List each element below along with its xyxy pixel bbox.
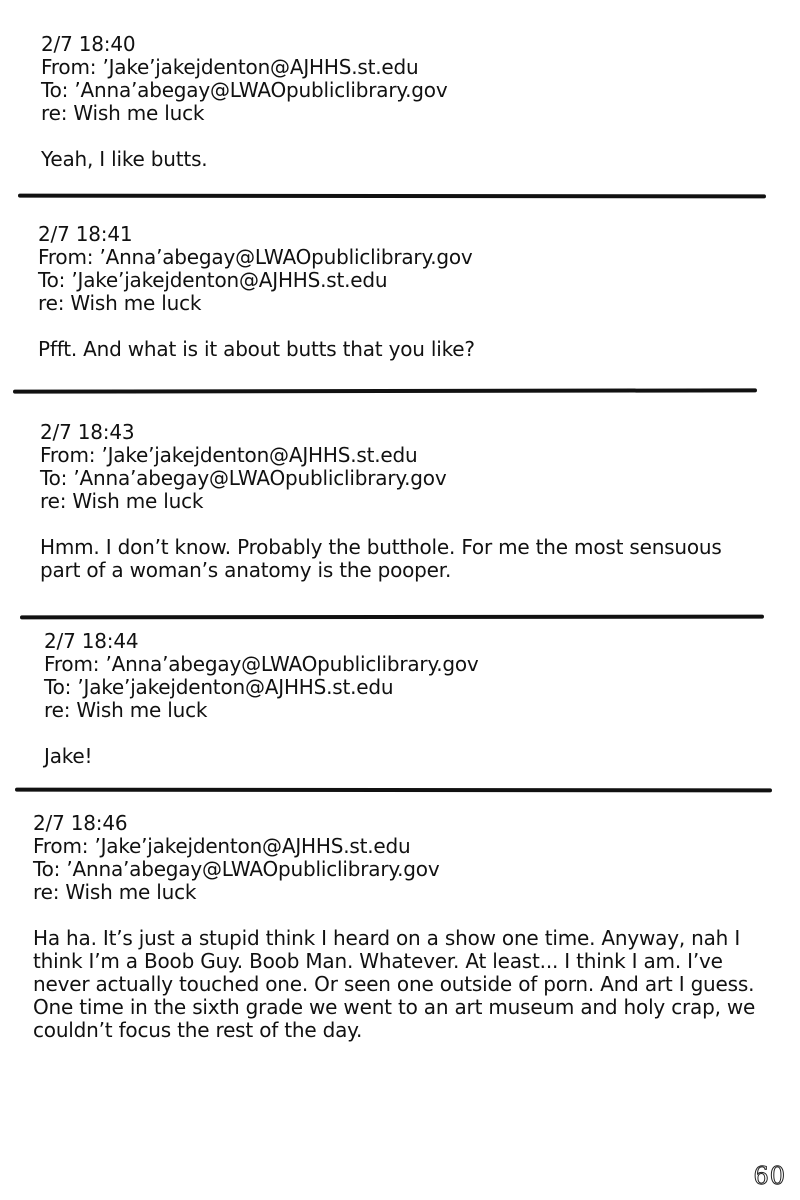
message-subject: re: Wish me luck bbox=[40, 489, 204, 513]
message-body: Hmm. I don’t know. Probably the butthole. For me the most sensuous part of a woman’s anatomy is the pooper. bbox=[40, 535, 722, 582]
message-timestamp: 2/7 18:46 bbox=[33, 811, 128, 835]
message-body: Jake! bbox=[44, 744, 93, 768]
message-from: From: ’Anna’abegay@LWAOpubliclibrary.gov bbox=[44, 652, 479, 676]
message-to: To: ’Anna’abegay@LWAOpubliclibrary.gov bbox=[33, 857, 440, 881]
message-body: Pfft. And what is it about butts that you like? bbox=[38, 337, 475, 361]
email-message-4 bbox=[44, 630, 479, 768]
email-message-2 bbox=[38, 223, 475, 361]
email-message-3 bbox=[40, 421, 760, 582]
message-to: To: ’Jake’jakejdenton@AJHHS.st.edu bbox=[44, 675, 394, 699]
message-timestamp: 2/7 18:41 bbox=[38, 222, 133, 246]
message-divider bbox=[15, 788, 772, 793]
message-timestamp: 2/7 18:43 bbox=[40, 420, 135, 444]
message-divider bbox=[18, 194, 766, 199]
message-divider bbox=[13, 388, 757, 393]
message-to: To: ’Anna’abegay@LWAOpubliclibrary.gov bbox=[40, 466, 447, 490]
message-subject: re: Wish me luck bbox=[41, 101, 205, 125]
message-timestamp: 2/7 18:40 bbox=[41, 32, 136, 56]
message-from: From: ’Jake’jakejdenton@AJHHS.st.edu bbox=[33, 834, 411, 858]
email-message-5 bbox=[33, 812, 763, 1042]
message-timestamp: 2/7 18:44 bbox=[44, 629, 139, 653]
message-body: Yeah, I like butts. bbox=[41, 147, 208, 171]
message-to: To: ’Jake’jakejdenton@AJHHS.st.edu bbox=[38, 268, 388, 292]
message-subject: re: Wish me luck bbox=[38, 291, 202, 315]
message-from: From: ’Anna’abegay@LWAOpubliclibrary.gov bbox=[38, 245, 473, 269]
message-to: To: ’Anna’abegay@LWAOpubliclibrary.gov bbox=[41, 78, 448, 102]
message-divider bbox=[20, 615, 764, 620]
email-message-1 bbox=[41, 33, 447, 171]
message-subject: re: Wish me luck bbox=[33, 880, 197, 904]
message-subject: re: Wish me luck bbox=[44, 698, 208, 722]
message-from: From: ’Jake’jakejdenton@AJHHS.st.edu bbox=[41, 55, 419, 79]
page-number: 60 bbox=[753, 1162, 786, 1190]
message-from: From: ’Jake’jakejdenton@AJHHS.st.edu bbox=[40, 443, 418, 467]
message-body: Ha ha. It’s just a stupid think I heard on a show one time. Anyway, nah I think I’m a Boob Guy. Boob Man. Whatever. At least... I think I am. I’ve never actually touched one. Or seen one outside of porn. And art I guess. One time in the sixth grade we went to an art museum and holy crap, we couldn’t focus the rest of the day. bbox=[33, 926, 756, 1042]
